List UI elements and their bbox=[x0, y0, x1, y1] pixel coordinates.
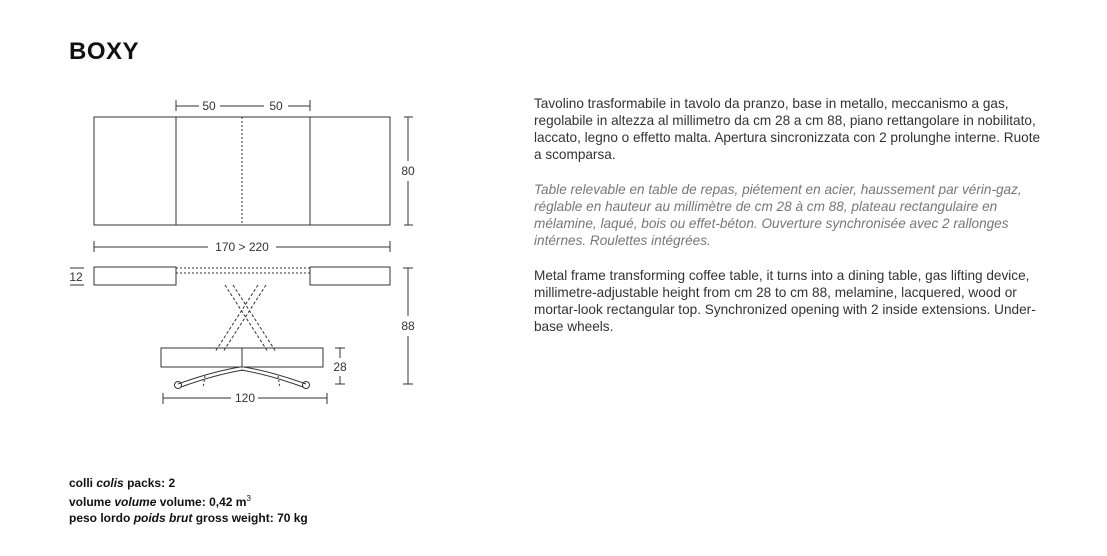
specs-block bbox=[69, 475, 308, 526]
dim-label-max-height: 88 bbox=[401, 319, 415, 333]
product-title: BOXY bbox=[69, 38, 140, 65]
dim-label-thickness: 12 bbox=[69, 270, 83, 284]
dim-label-depth: 80 bbox=[401, 164, 415, 178]
dim-label-min-height: 28 bbox=[333, 360, 347, 374]
dim-label-length: 170 > 220 bbox=[215, 240, 269, 254]
dim-label-base-width: 120 bbox=[234, 391, 256, 405]
side-view-tabletop-right bbox=[310, 267, 390, 285]
spec-weight: peso lordo poids brut gross weight: 70 kg bbox=[69, 511, 308, 525]
description-italian: Tavolino trasformabile in tavolo da pranzo, base in metallo, meccanismo a gas, regolabile in altezza al millimetro da cm 28 a cm 88, piano rettangolare in nobilitato, laccato, legno o effetto malta. Apertura sincronizzata con 2 prolunghe interne. Ruote a scomparsa. bbox=[534, 96, 1041, 162]
spec-volume: volume volume volume: 0,42 $m^3$ bbox=[69, 494, 251, 509]
dim-label-width-b: 50 bbox=[269, 99, 283, 113]
dim-label-width-a: 50 bbox=[202, 99, 216, 113]
spec-packs: colli colis packs: 2 bbox=[69, 476, 176, 490]
description-english: Metal frame transforming coffee table, it turns into a dining table, gas lifting device, millimetre-adjustable height from cm 28 to cm 88, melamine, lacquered, wood or mortar-look rectangular top. Synchronized opening with 2 inside extensions. Under-base wheels. bbox=[534, 268, 1036, 334]
side-view-tabletop-left bbox=[94, 267, 176, 285]
description-french: Table relevable en table de repas, piétement en acier, haussement par vérin-gaz, réglable en hauteur au millimètre de cm 28 à cm 88, plateau rectangulaire en mélamine, laqué, bois ou effet-béton. Ouverture synchronisée avec 2 rallonges intérnes. Roulettes intégrées. bbox=[534, 182, 1022, 248]
